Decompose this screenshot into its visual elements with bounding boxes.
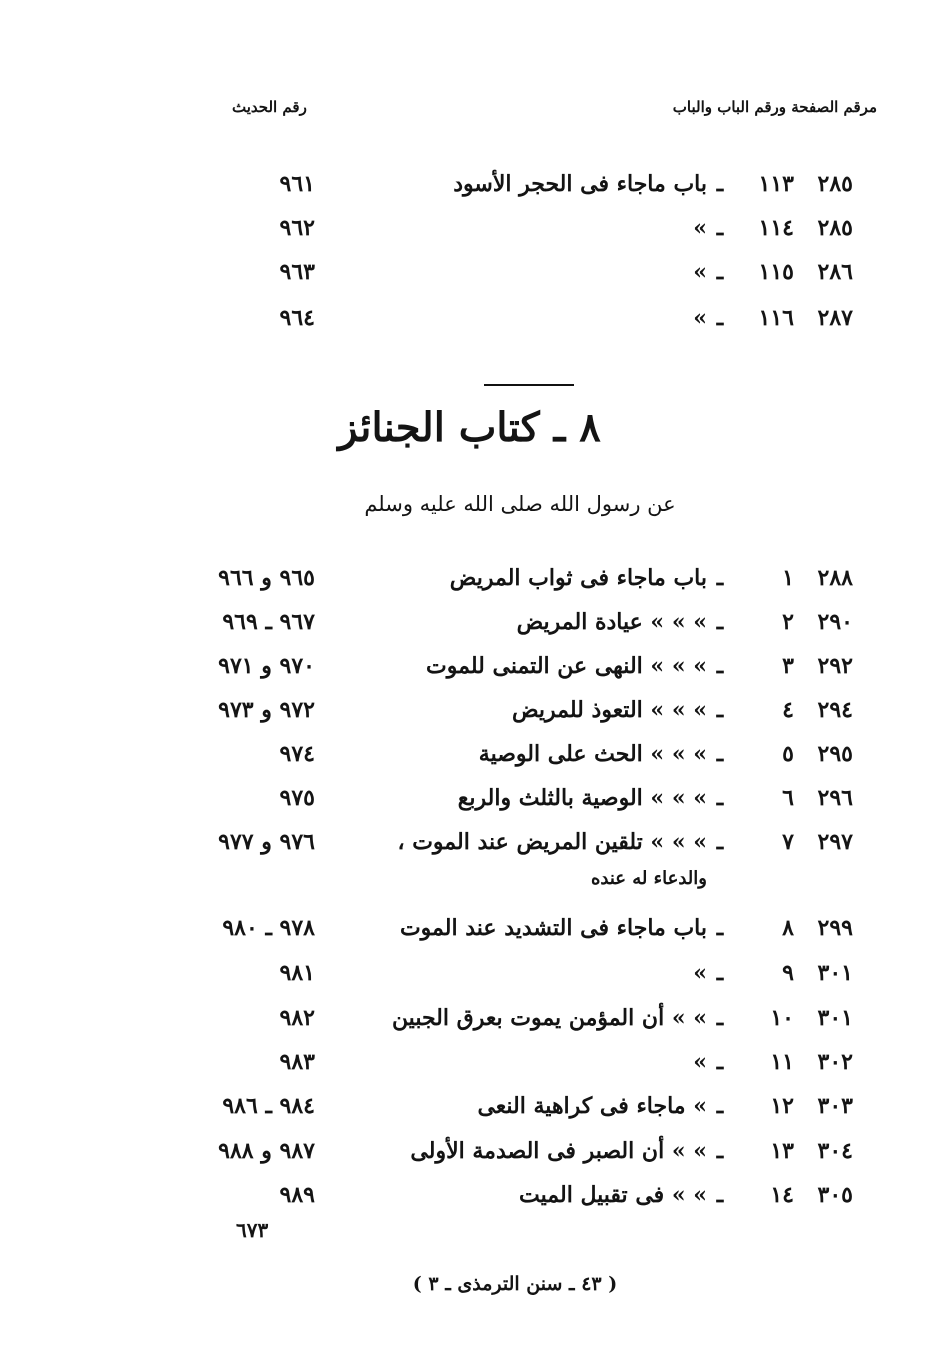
chapter-number: ٨	[782, 915, 794, 941]
chapter-number: ١٢	[770, 1093, 794, 1119]
separator-dash: ـ	[716, 609, 724, 635]
chapter-title: باب ماجاء فى الحجر الأسود	[453, 171, 707, 197]
hadith-number: ٩٧٠ و ٩٧١	[218, 653, 315, 679]
chapter-number: ١١٦	[758, 305, 794, 331]
separator-dash: ـ	[716, 653, 724, 679]
chapter-title: » » » الحث على الوصية	[478, 741, 707, 767]
hadith-number: ٩٦١	[279, 171, 315, 197]
chapter-number: ١١	[770, 1049, 794, 1075]
chapter-title: باب ماجاء فى التشديد عند الموت	[399, 915, 707, 941]
page-ref: ٢٨٦	[817, 259, 853, 285]
index-row	[0, 692, 939, 728]
index-row	[0, 824, 939, 860]
index-row	[0, 560, 939, 596]
page-ref: ٣٠٢	[817, 1049, 853, 1075]
index-row	[0, 254, 939, 290]
page-ref: ٣٠٣	[817, 1093, 853, 1119]
index-row	[0, 648, 939, 684]
book-title: ٨ ـ كتاب الجنائز	[338, 404, 601, 451]
index-row	[0, 300, 939, 336]
page-ref: ٢٩٤	[817, 697, 853, 723]
ditto-mark: »	[693, 305, 707, 331]
separator-dash: ـ	[716, 915, 724, 941]
index-row	[0, 1133, 939, 1169]
page-ref: ٣٠٥	[817, 1182, 853, 1208]
chapter-number: ١٤	[770, 1182, 794, 1208]
page-ref: ٢٩٢	[817, 653, 853, 679]
chapter-title: » » » التعوذ للمريض	[511, 697, 707, 723]
chapter-number: ١	[782, 565, 794, 591]
book-subtitle: عن رسول الله صلى الله عليه وسلم	[364, 492, 676, 516]
section-divider	[484, 384, 574, 386]
chapter-number: ٧	[782, 829, 794, 855]
hadith-number: ٩٨٩	[279, 1182, 315, 1208]
chapter-title: » » أن الصبر فى الصدمة الأولى	[410, 1138, 707, 1164]
footer-signature: ( ٤٣ ـ سنن الترمذى ـ ٣ )	[412, 1273, 618, 1295]
index-row	[0, 736, 939, 772]
page-ref: ٢٨٥	[817, 215, 853, 241]
chapter-number: ٢	[782, 609, 794, 635]
chapter-number: ١١٥	[758, 259, 794, 285]
index-row	[0, 955, 939, 991]
page-ref: ٢٩٩	[817, 915, 853, 941]
title-continuation: والدعاء له عنده	[590, 868, 707, 889]
index-row	[0, 780, 939, 816]
page-ref: ٣٠١	[817, 960, 853, 986]
separator-dash: ـ	[716, 259, 724, 285]
separator-dash: ـ	[716, 785, 724, 811]
chapter-number: ١٠	[770, 1005, 794, 1031]
chapter-title: » » أن المؤمن يموت بعرق الجبين	[391, 1005, 707, 1031]
hadith-number: ٩٧٦ و ٩٧٧	[218, 829, 315, 855]
separator-dash: ـ	[716, 1049, 724, 1075]
hadith-number: ٩٧٤	[279, 741, 315, 767]
chapter-number: ١٣	[770, 1138, 794, 1164]
hadith-number: ٩٧٨ ـ ٩٨٠	[222, 915, 315, 941]
page-ref: ٢٩٠	[817, 609, 853, 635]
page-ref: ٣٠١	[817, 1005, 853, 1031]
ditto-mark: »	[693, 1049, 707, 1075]
header-hadith-label: رقم الحديث	[232, 98, 307, 116]
separator-dash: ـ	[716, 215, 724, 241]
hadith-number: ٩٦٢	[279, 215, 315, 241]
index-row	[0, 1044, 939, 1080]
hadith-number: ٩٧٥	[279, 785, 315, 811]
chapter-title: باب ماجاء فى ثواب المريض	[449, 565, 707, 591]
hadith-number: ٩٨١	[279, 960, 315, 986]
chapter-number: ٣	[782, 653, 794, 679]
hadith-number: ٩٨٢	[279, 1005, 315, 1031]
separator-dash: ـ	[716, 1005, 724, 1031]
chapter-title: » » » النهى عن التمنى للموت	[426, 653, 707, 679]
hadith-number: ٩٨٤ ـ ٩٨٦	[222, 1093, 315, 1119]
chapter-title: » » » الوصية بالثلث والربع	[457, 785, 707, 811]
chapter-number: ٩	[782, 960, 794, 986]
hadith-number: ٩٦٥ و ٩٦٦	[218, 565, 315, 591]
index-row	[0, 1000, 939, 1036]
chapter-number: ٥	[782, 741, 794, 767]
page-ref: ٢٨٨	[817, 565, 853, 591]
chapter-title: » » فى تقبيل الميت	[519, 1182, 707, 1208]
index-row	[0, 1177, 939, 1213]
page-ref: ٢٨٧	[817, 305, 853, 331]
index-row	[0, 910, 939, 946]
index-row	[0, 604, 939, 640]
page-ref: ٢٩٥	[817, 741, 853, 767]
chapter-number: ٦	[782, 785, 794, 811]
separator-dash: ـ	[716, 1138, 724, 1164]
chapter-number: ١١٤	[758, 215, 794, 241]
hadith-number: ٩٦٧ ـ ٩٦٩	[222, 609, 315, 635]
page-number: ٦٧٣	[236, 1218, 269, 1242]
page-ref: ٢٩٧	[817, 829, 853, 855]
separator-dash: ـ	[716, 829, 724, 855]
chapter-title: » » » عيادة المريض	[516, 609, 707, 635]
index-row	[0, 166, 939, 202]
chapter-number: ٤	[782, 697, 794, 723]
ditto-mark: »	[693, 215, 707, 241]
chapter-number: ١١٣	[758, 171, 794, 197]
page-ref: ٢٩٦	[817, 785, 853, 811]
ditto-mark: »	[693, 259, 707, 285]
separator-dash: ـ	[716, 960, 724, 986]
hadith-number: ٩٨٧ و ٩٨٨	[218, 1138, 315, 1164]
index-row	[0, 1088, 939, 1124]
page-ref: ٣٠٤	[817, 1138, 853, 1164]
separator-dash: ـ	[716, 305, 724, 331]
separator-dash: ـ	[716, 697, 724, 723]
hadith-number: ٩٦٣	[279, 259, 315, 285]
separator-dash: ـ	[716, 1182, 724, 1208]
hadith-number: ٩٧٢ و ٩٧٣	[218, 697, 315, 723]
chapter-title: » ماجاء فى كراهية النعى	[477, 1093, 707, 1119]
header-columns-label: مرقم الصفحة ورقم الباب والباب	[672, 98, 877, 116]
chapter-title: » » » تلقين المريض عند الموت ،	[397, 829, 707, 855]
page-ref: ٢٨٥	[817, 171, 853, 197]
hadith-number: ٩٨٣	[279, 1049, 315, 1075]
separator-dash: ـ	[716, 1093, 724, 1119]
separator-dash: ـ	[716, 741, 724, 767]
separator-dash: ـ	[716, 171, 724, 197]
separator-dash: ـ	[716, 565, 724, 591]
hadith-number: ٩٦٤	[279, 305, 315, 331]
index-row	[0, 210, 939, 246]
ditto-mark: »	[693, 960, 707, 986]
